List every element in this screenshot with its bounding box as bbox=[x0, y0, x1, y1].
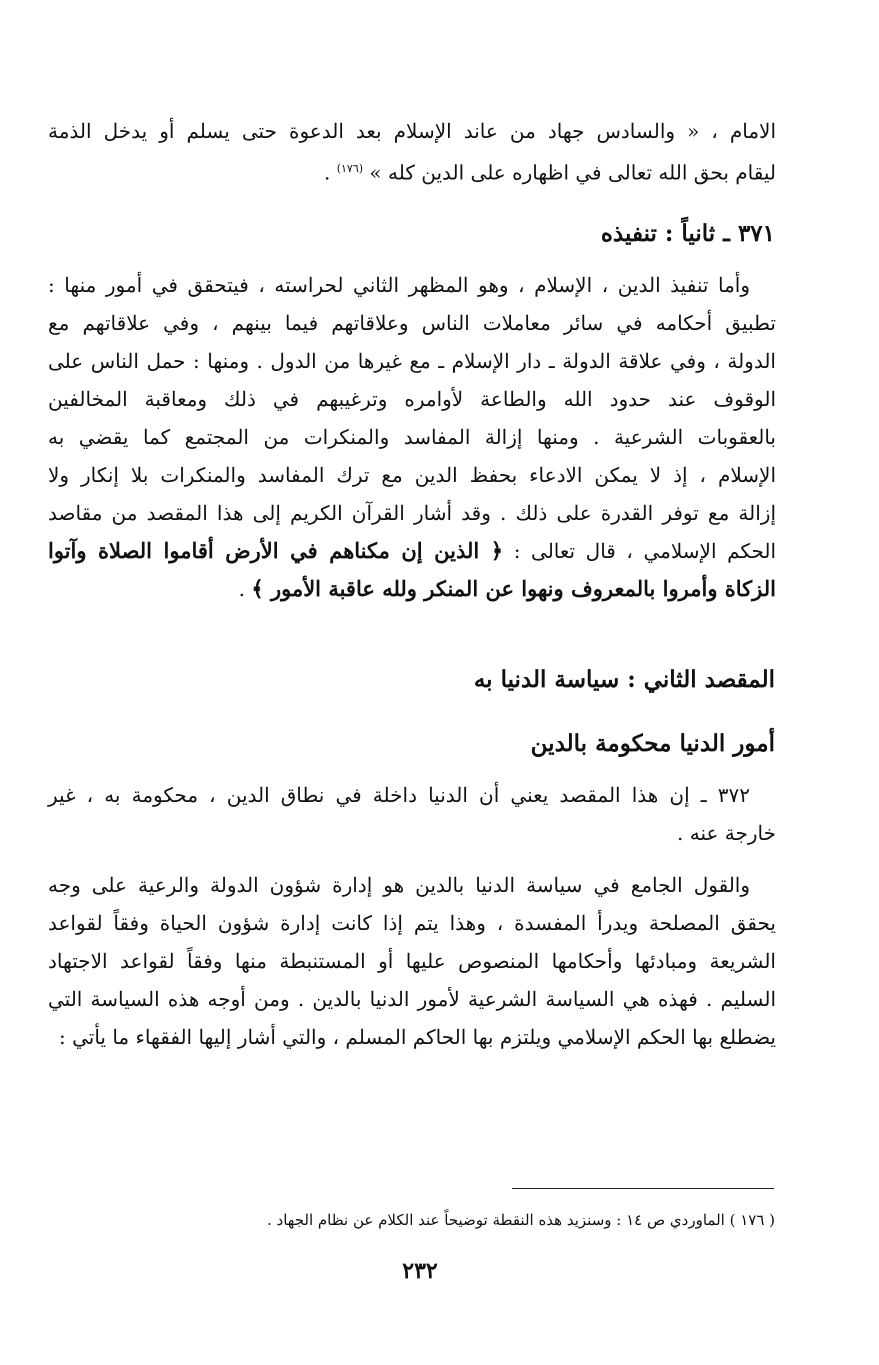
text-line: بالعقوبات الشرعية . ومنها إزالة المفاسد والمنكرات من المجتمع كما يقضي به bbox=[48, 425, 776, 449]
text-line bbox=[48, 532, 776, 570]
text-line: والقول الجامع في سياسة الدنيا بالدين هو إدارة شؤون الدولة والرعية على وجه bbox=[48, 873, 750, 897]
text-line: الوقوف عند حدود الله والطاعة لأوامره وترغيبهم في ذلك ومعاقبة المخالفين bbox=[48, 387, 776, 411]
text-line-content: الحكم الإسلامي ، قال تعالى : bbox=[513, 539, 776, 563]
text-line: الإسلام ، إذ لا يمكن الادعاء بحفظ الدين مع ترك المفاسد والمنكرات بلا إنكار ولا bbox=[48, 463, 776, 487]
text-line: الامام ، « والسادس جهاد من عاند الإسلام بعد الدعوة حتى يسلم أو يدخل الذمة bbox=[48, 119, 776, 143]
text-line: إزالة مع توفر القدرة على ذلك . وقد أشار القرآن الكريم إلى هذا المقصد من مقاصد bbox=[48, 501, 776, 525]
text-line: السليم . فهذه هي السياسة الشرعية لأمور الدنيا بالدين . ومن أوجه هذه السياسة التي bbox=[48, 987, 776, 1011]
text-line: وأما تنفيذ الدين ، الإسلام ، وهو المظهر الثاني لحراسته ، فيتحقق في أمور منها : bbox=[48, 273, 750, 297]
paragraph-2 bbox=[48, 266, 776, 608]
text-line: يحقق المصلحة ويدرأ المفسدة ، وهذا يتم إذا كانت إدارة شؤون الحياة وفقاً لقواعد bbox=[48, 911, 776, 935]
text-line bbox=[48, 570, 776, 608]
period: . bbox=[238, 577, 245, 601]
text-line: الدولة ، وفي علاقة الدولة ـ دار الإسلام ـ مع غيرها من الدول . ومنها : حمل الناس على bbox=[48, 349, 776, 373]
footnote-reference: (١٧٦) bbox=[336, 162, 364, 175]
footnote-176: ( ١٧٦ ) الماوردي ص ١٤ : وسنزيد هذه النقطة توضيحاً عند الكلام عن نظام الجهاد . bbox=[267, 1211, 775, 1229]
text-line: ٣٧٢ ـ إن هذا المقصد يعني أن الدنيا داخلة في نطاق الدين ، محكومة به ، غير bbox=[48, 783, 750, 807]
text-line bbox=[48, 150, 776, 192]
text-line: تطبيق أحكامه في سائر معاملات الناس وعلاقاتهم فيما بينهم ، وفي علاقاتهم مع bbox=[48, 311, 776, 335]
paragraph-3 bbox=[48, 776, 776, 852]
paragraph-1 bbox=[48, 112, 776, 192]
text-line: يضطلع بها الحكم الإسلامي ويلتزم بها الحاكم المسلم ، والتي أشار إليها الفقهاء ما يأتي : bbox=[58, 1025, 776, 1049]
quran-verse: ﴿ الذين إن مكناهم في الأرض أقاموا الصلاة وآتوا bbox=[48, 538, 504, 563]
section-heading-second-objective: المقصد الثاني : سياسة الدنيا به bbox=[473, 666, 775, 693]
page-number: ٢٣٢ bbox=[402, 1258, 438, 1284]
section-heading-worldly-affairs: أمور الدنيا محكومة بالدين bbox=[530, 730, 775, 757]
text-line: الشريعة ومبادئها وأحكامها المنصوص عليها أو المستنبطة منها وفقاً لقواعد الاجتهاد bbox=[48, 949, 776, 973]
period: . bbox=[324, 160, 331, 185]
section-heading-371: ٣٧١ ـ ثانياً : تنفيذه bbox=[600, 220, 775, 247]
text-line: خارجة عنه . bbox=[677, 821, 776, 845]
text-line-content: ليقام بحق الله تعالى في اظهاره على الدين كله » bbox=[369, 160, 776, 185]
footnote-divider bbox=[512, 1188, 774, 1189]
paragraph-4 bbox=[48, 866, 776, 1056]
quran-verse: الزكاة وأمروا بالمعروف ونهوا عن المنكر ولله عاقبة الأمور ﴾ bbox=[251, 576, 776, 601]
